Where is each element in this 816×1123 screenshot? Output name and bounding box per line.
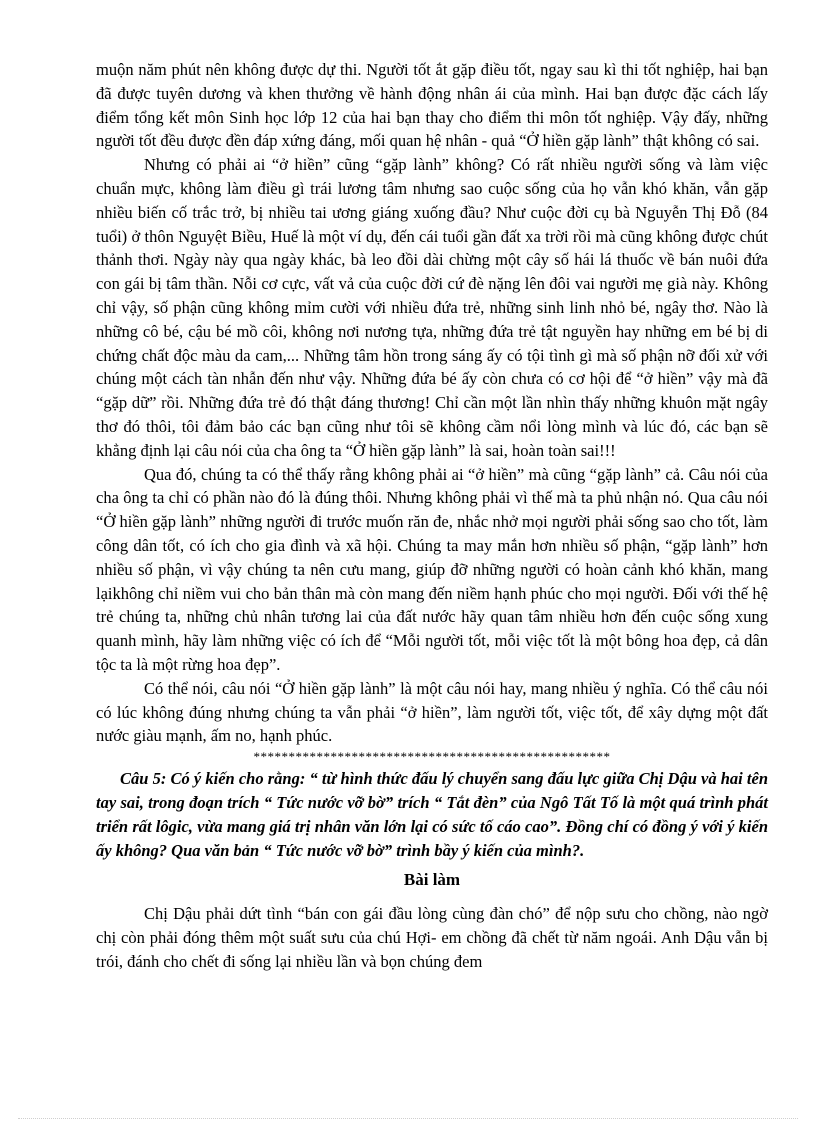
answer-heading: Bài làm xyxy=(403,870,461,890)
section-separator: *************************************************** xyxy=(253,749,611,765)
body-paragraph-2: Nhưng có phải ai “ở hiền” cũng “gặp lành” không? Có rất nhiều người sống và làm việc chuẩn mực, không làm điều gì trái lương tâm nhưng sao cuộc sống của họ vẫn khó khăn, vẫn gặp nhiều biến cố trắc trở, bị nhiều tai ương giáng xuống đầu? Như cuộc đời cụ bà Nguyễn Thị Đỗ (84 tuổi) ở thôn Nguyệt Biều, Huế là một ví dụ, đến cái tuổi gần đất xa trời rồi mà cũng không được chút thảnh thơi. Ngày này qua ngày khác, bà leo đồi dài chừng một cây số hái lá thuốc về bán nuôi đứa con gái bị tâm thần. Nỗi cơ cực, vất vả của cuộc đời cứ đè nặng lên đôi vai người mẹ già này. Không chỉ vậy, số phận cũng không mỉm cười với nhiều đứa trẻ, những sinh linh nhỏ bé, ngây thơ. Nào là những cô bé, cậu bé mồ côi, không nơi nương tựa, những đứa trẻ tật nguyền hay những em bé bị di chứng chất độc màu da cam,... Những tâm hồn trong sáng ấy có tội tình gì mà số phận nỡ đối xử với chúng một cách tàn nhẫn đến như vậy. Những đứa bé ấy còn chưa có cơ hội để “ở hiền” vậy mà đã “gặp dữ” rồi. Những đứa trẻ đó thật đáng thương! Chỉ cần một lần nhìn thấy những khuôn mặt ngây thơ đó thôi, tôi đảm bảo các bạn cũng như tôi sẽ không cầm nổi lòng mình và lúc đó, các bạn sẽ khẳng định lại câu nói của cha ông ta “Ở hiền gặp lành” là sai, hoàn toàn sai!!! xyxy=(96,155,768,460)
document-page xyxy=(96,58,768,974)
body-paragraph-1: muộn năm phút nên không được dự thi. Người tốt ắt gặp điều tốt, ngay sau kì thi tốt nghiệp, hai bạn đã được tuyên dương và khen thưởng về hành động nhân ái của mình. Hai bạn được đặc cách lấy điểm tổng kết môn Sinh học lớp 12 của hai bạn thay cho điểm thi môn tốt nghiệp. Vậy đấy, những người tốt đều được đền đáp xứng đáng, mối quan hệ nhân - quả “Ở hiền gặp lành” thật không có sai. xyxy=(96,60,768,151)
page-bottom-divider xyxy=(18,1118,798,1119)
question-5: Câu 5: Có ý kiến cho rằng: “ từ hình thức đấu lý chuyển sang đấu lực giữa Chị Dậu và hai tên tay sai, trong đoạn trích “ Tức nước vỡ bờ” trích “ Tắt đèn” của Ngô Tất Tố là một quá trình phát triển rất lôgic, vừa mang giá trị nhân văn lớn lại có sức tố cáo cao”. Đồng chí có đồng ý với ý kiến ấy không? Qua văn bản “ Tức nước vỡ bờ” trình bầy ý kiến của mình?. xyxy=(96,769,768,860)
answer-paragraph: Chị Dậu phải dứt tình “bán con gái đầu lòng cùng đàn chó” để nộp sưu cho chồng, nào ngờ chị còn phải đóng thêm một suất sưu của chú Hợi- em chồng đã chết từ năm ngoái. Anh Dậu vẫn bị trói, đánh cho chết đi sống lại nhiều lần và bọn chúng đem xyxy=(96,904,768,971)
body-paragraph-3: Qua đó, chúng ta có thể thấy rằng không phải ai “ở hiền” mà cũng “gặp lành” cả. Câu nói của cha ông ta chỉ có phần nào đó là đúng thôi. Nhưng không phải vì thế mà ta phủ nhận nó. Qua câu nói “Ở hiền gặp lành” những người đi trước muốn răn đe, nhắc nhở mọi người phải sống sao cho tốt, làm công dân tốt, có ích cho gia đình và xã hội. Chúng ta may mắn hơn nhiều số phận, “gặp lành” hơn nhiều số phận, vì vậy chúng ta nên cưu mang, giúp đỡ những người có hoàn cảnh khó khăn, mang lạikhông chỉ niềm vui cho bản thân mà còn mang đến niềm hạnh phúc cho mọi người. Đối với thế hệ trẻ chúng ta, những chủ nhân tương lai của đất nước hãy quan tâm nhiều hơn đến cuộc sống xung quanh mình, hãy làm những việc có ích để “Mỗi người tốt, mỗi việc tốt là một bông hoa đẹp, cả dân tộc ta là một rừng hoa đẹp”. xyxy=(96,464,768,674)
body-paragraph-4: Có thể nói, câu nói “Ở hiền gặp lành” là một câu nói hay, mang nhiều ý nghĩa. Có thể câu nói có lúc không đúng nhưng chúng ta vẫn phải “ở hiền”, làm người tốt, việc tốt, để xây dựng một đất nước giàu mạnh, ấm no, hạnh phúc. xyxy=(96,678,768,746)
